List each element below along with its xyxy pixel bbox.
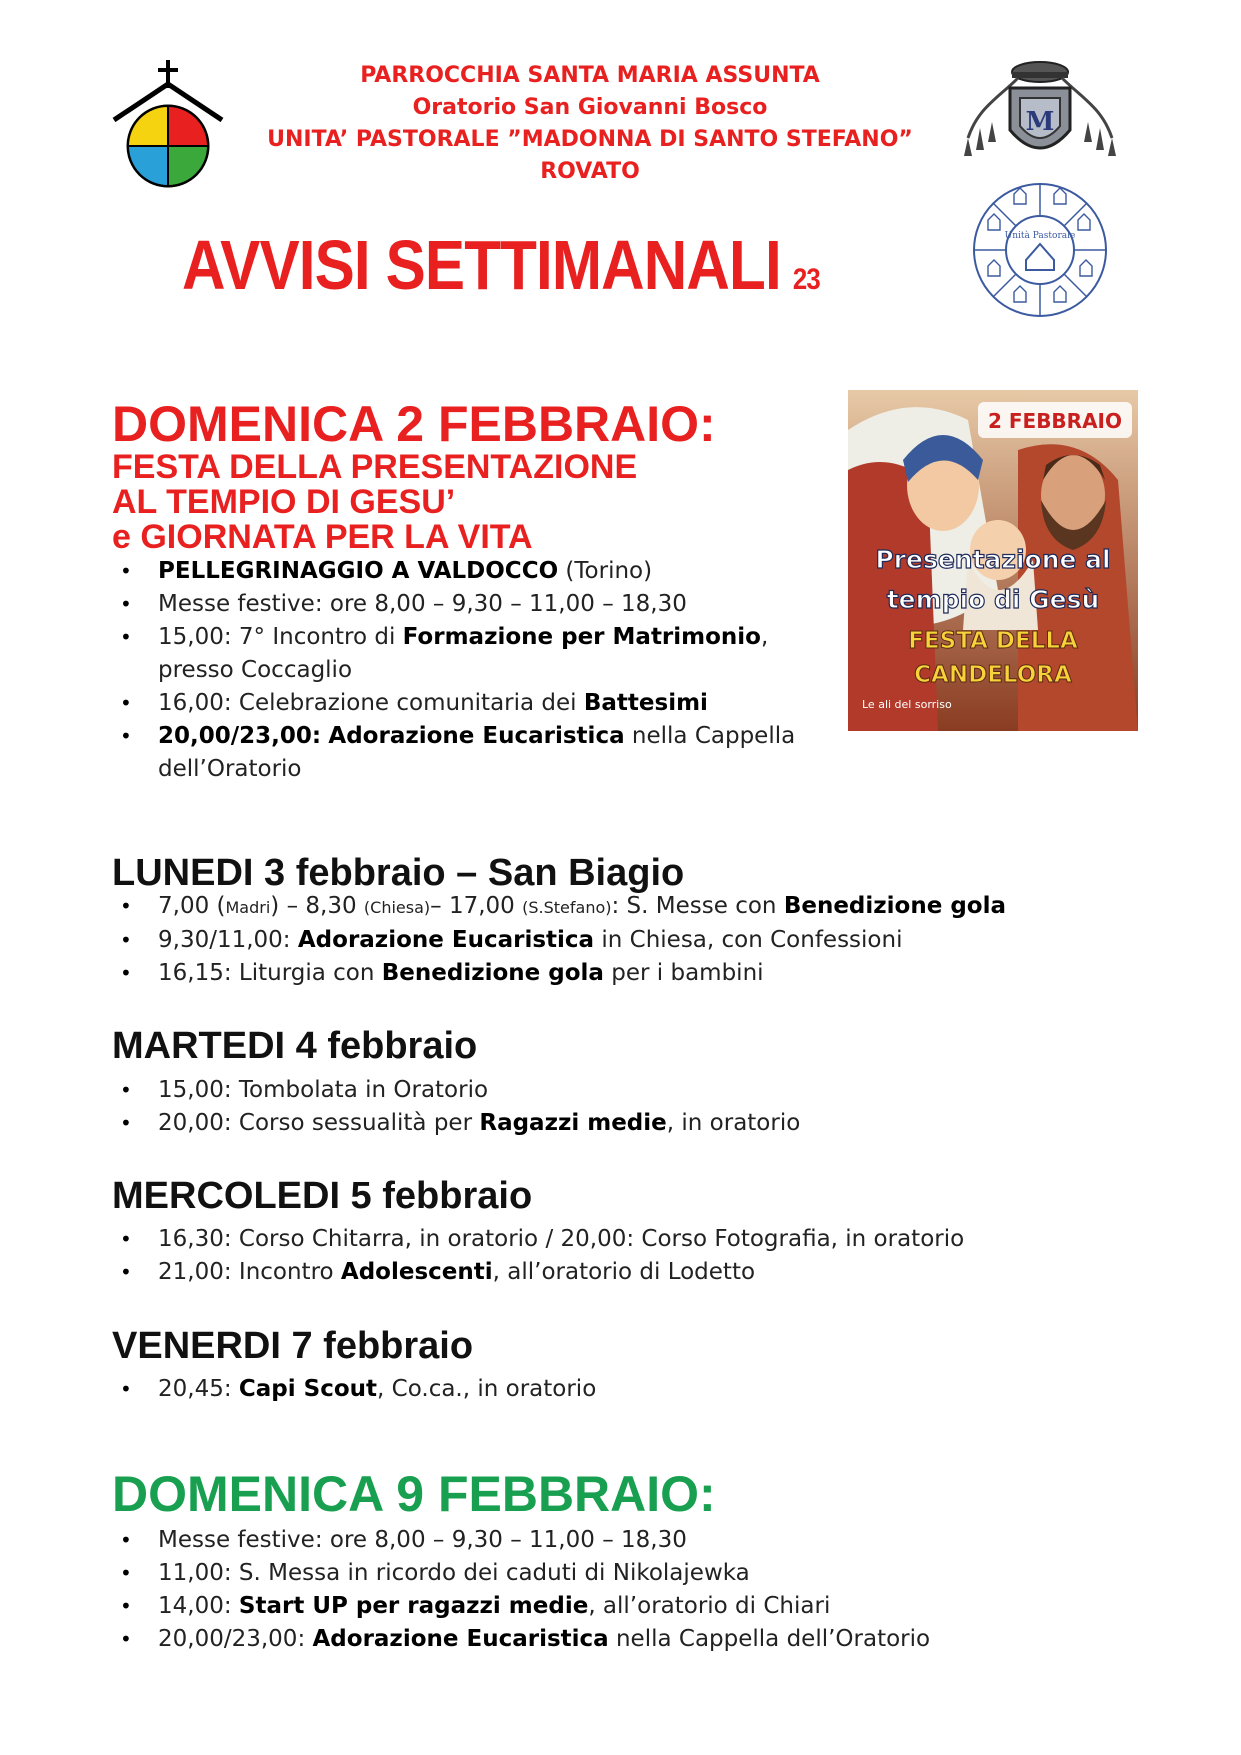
list-item: • 20,00/23,00: Adorazione Eucaristica nella Cappella dell’Oratorio bbox=[118, 1623, 1218, 1656]
title-number: 23 bbox=[792, 263, 820, 296]
coat-of-arms-logo bbox=[958, 58, 1123, 178]
list-item: • 21,00: Incontro Adolescenti, all’oratorio di Lodetto bbox=[118, 1256, 1218, 1289]
list-item: • Messe festive: ore 8,00 – 9,30 – 11,00 – 18,30 bbox=[118, 588, 838, 621]
oratory-name: Oratorio San Giovanni Bosco bbox=[412, 95, 768, 120]
monday-list bbox=[118, 890, 1218, 990]
sunday-9-heading: DOMENICA 9 FEBBRAIO: bbox=[112, 1466, 716, 1522]
list-item: • 11,00: S. Messa in ricordo dei caduti di Nikolajewka bbox=[118, 1557, 1218, 1590]
candlemas-image bbox=[848, 390, 1138, 731]
list-item: • 20,00/23,00: Adorazione Eucaristica nella Cappella dell’Oratorio bbox=[118, 720, 838, 786]
title-text: AVVISI SETTIMANALI bbox=[182, 226, 781, 304]
tuesday-heading: MARTEDI 4 febbraio bbox=[112, 1025, 478, 1067]
list-item: • 14,00: Start UP per ragazzi medie, all’oratorio di Chiari bbox=[118, 1590, 1218, 1623]
list-item: • 20,00: Corso sessualità per Ragazzi medie, in oratorio bbox=[118, 1107, 1218, 1140]
pastoral-unit-name: UNITA’ PASTORALE ”MADONNA DI SANTO STEFANO” bbox=[267, 127, 913, 152]
list-item: • PELLEGRINAGGIO A VALDOCCO (Torino) bbox=[118, 555, 838, 588]
wednesday-list bbox=[118, 1223, 1218, 1289]
list-item: • 15,00: 7° Incontro di Formazione per Matrimonio, presso Coccaglio bbox=[118, 621, 838, 687]
wednesday-heading: MERCOLEDI 5 febbraio bbox=[112, 1175, 533, 1217]
friday-list bbox=[118, 1373, 1218, 1406]
sunday-2-list bbox=[118, 555, 838, 786]
list-item: • 9,30/11,00: Adorazione Eucaristica in Chiesa, con Confessioni bbox=[118, 924, 1218, 957]
parish-name: PARROCCHIA SANTA MARIA ASSUNTA bbox=[360, 63, 820, 88]
image-caption-line3: FESTA DELLA bbox=[908, 628, 1078, 654]
image-caption-line2: tempio di Gesù bbox=[886, 585, 1100, 614]
list-item: • Messe festive: ore 8,00 – 9,30 – 11,00 – 18,30 bbox=[118, 1524, 1218, 1557]
list-item: • 20,45: Capi Scout, Co.ca., in oratorio bbox=[118, 1373, 1218, 1406]
image-credit: Le ali del sorriso bbox=[862, 698, 952, 711]
list-item: • 15,00: Tombolata in Oratorio bbox=[118, 1074, 1218, 1107]
pastoral-unit-seal bbox=[970, 180, 1110, 320]
monday-heading: LUNEDI 3 febbraio – San Biagio bbox=[112, 852, 685, 894]
svg-text:M: M bbox=[1025, 107, 1055, 137]
sunday-2-subtitle-2: AL TEMPIO DI GESU’ bbox=[112, 483, 456, 521]
image-caption-line4: CANDELORA bbox=[914, 662, 1072, 688]
sunday-2-subtitle-1: FESTA DELLA PRESENTAZIONE bbox=[112, 448, 638, 486]
image-badge: 2 FEBBRAIO bbox=[987, 409, 1123, 433]
seal-text: Unità Pastorale bbox=[1004, 231, 1076, 241]
friday-heading: VENERDI 7 febbraio bbox=[112, 1325, 474, 1367]
page-title bbox=[182, 225, 820, 305]
list-item: • 16,00: Celebrazione comunitaria dei Battesimi bbox=[118, 687, 838, 720]
list-item: • 7,00 (Madri) – 8,30 (Chiesa)– 17,00 (S.Stefano): S. Messe con Benedizione gola bbox=[118, 890, 1218, 924]
sunday-2-heading: DOMENICA 2 FEBBRAIO: bbox=[112, 396, 716, 452]
list-item: • 16,15: Liturgia con Benedizione gola per i bambini bbox=[118, 957, 1218, 990]
tuesday-list bbox=[118, 1074, 1218, 1140]
sunday-2-subtitle-3: e GIORNATA PER LA VITA bbox=[112, 518, 533, 556]
sunday-9-list bbox=[118, 1524, 1218, 1656]
town-name: ROVATO bbox=[540, 159, 640, 184]
list-item: • 16,30: Corso Chitarra, in oratorio / 20,00: Corso Fotografia, in oratorio bbox=[118, 1223, 1218, 1256]
image-caption-line1: Presentazione al bbox=[875, 545, 1111, 574]
